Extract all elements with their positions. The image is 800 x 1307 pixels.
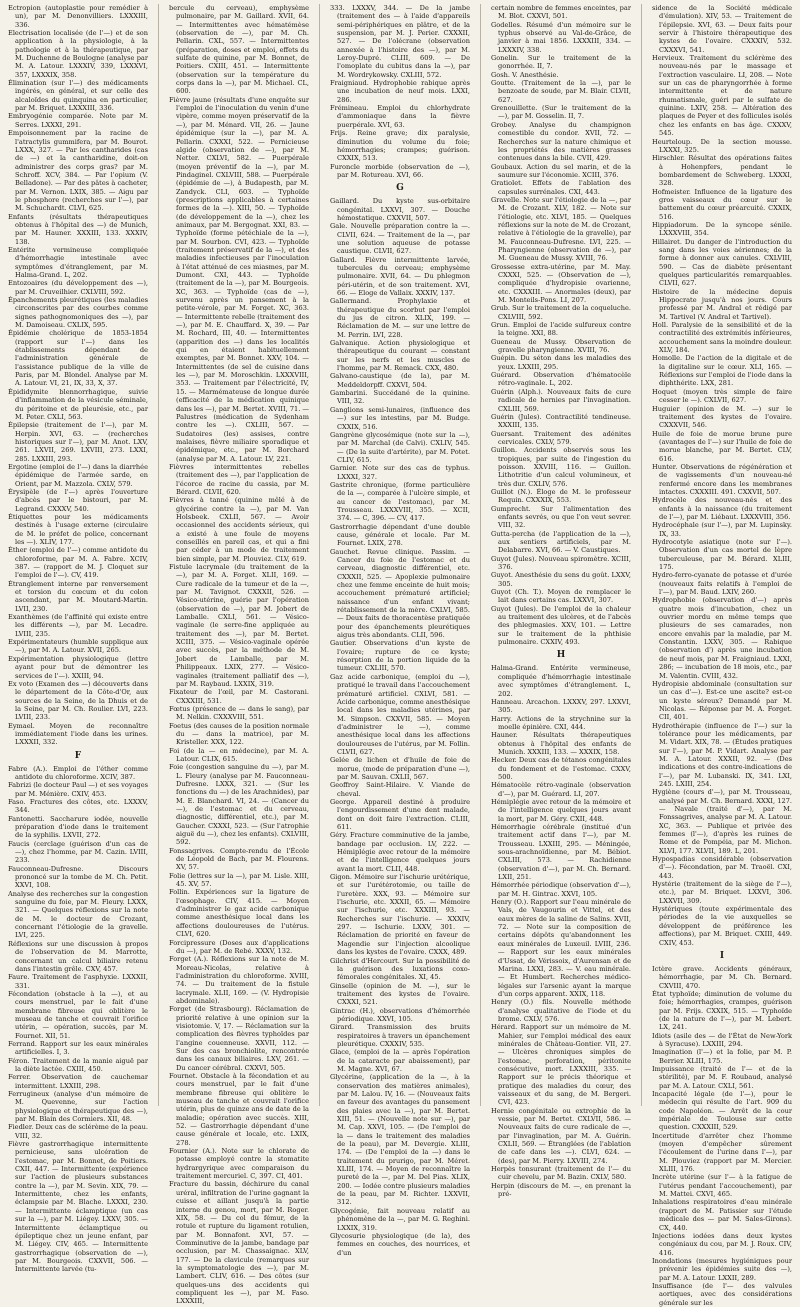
index-entry: Injections iodées dans deux kystes congéniaux du cou, par M. J. Roux. CIV, 416.: [652, 1231, 792, 1257]
index-entry: Gallermand. Prophylaxie et thérapeutique du scorbut par l'emploi du jus de citron. XLIX, 199. — Réclamation de M. — sur une lettre de M. Perrin. LVI, 228.: [330, 297, 470, 339]
index-entry: Étiquettes pour les médicaments destinés à l'usage externe (circulaire de M. le préfet de police, concernant les —). XLIV, 177.: [8, 512, 148, 546]
index-entry: Huguier (opinion de M. —) sur le traitement des kystes de l'ovaire. CXXXVII, 546.: [652, 404, 792, 430]
index-entry: Fécondation (obstacle à la —), et au cours menstruel, par le fait d'une membrane fibreuse qui oblitère le museau de tanche et couvrait l'orifice utérin, — opération, succès, par M. Fournet. XII, 51.: [8, 989, 148, 1040]
index-entry: Frémineau. Emploi du chlorhydrate d'ammoniaque dans la fièvre puerpérale. XVI, 63.: [330, 104, 470, 129]
index-entry: Furoncle morbide (observation de —), par M. Rotureau. XVI, 66.: [330, 162, 470, 179]
index-entry: Gigon. Mémoire sur l'ischurie urétérique, et sur l'urétérotomie, ou taille de l'uretère. XXX, 93. — Mémoire sur l'ischurie, etc. XXXII, 65. — Mémoire sur l'ischurie, etc. XXXIII, 93. — Recherches sur l'ischurie. — XXXIV, 297. — Ischurie. LXXV, 301. — Réclamation de priorité en faveur de Magendie sur l'injection alcoolique dans les kystes de l'ovaire. CXXX, 489.: [330, 873, 470, 957]
index-entry: Gambarini. Succédané de la quinine. VIII, 32.: [330, 389, 470, 406]
index-entry: Fabrizi (le docteur Paul —) et ses voyages par M. Ménière. CXIV, 453.: [8, 781, 148, 798]
column-5: [652, 4, 793, 1307]
index-entry: Guyot (Ch. T.). Moyen de remplacer le lait dans certains cas. LXXVI, 307.: [491, 588, 631, 605]
index-entry: Hémorrhagie cérébrale (institué d'un traitement actif dans l'—), par M. Trousseau. LXXIII, 295. — Méningée, sous-arachnoïdienne, par M. Bébiot. CXLIII, 573. — Rachidienne (observation d'—), par M. Ch. Bernard. LXII, 251.: [491, 823, 631, 882]
index-entry: Goubaux. Action du sel marin, et de la saumure sur l'économie. XCIII, 376.: [491, 162, 631, 179]
index-entry: Gangrène glycosémique (note sur la —), par M. Marchal (de Calvi). CXLIV, 545. — (De la suite d'artérite), par M. Potet. CLIV, 615.: [330, 430, 470, 464]
index-entry: Gilchrist d'Hercourt. Sur la possibilité de la guérison des luxations coxo-fémorales congénitales. XI, 45.: [330, 956, 470, 982]
index-entry: Glace, (emploi de la — après l'opération de la cataracte par abaissement), par M. Magne. XVI, 67.: [330, 1048, 470, 1073]
index-entry: Hydro-ferro-cyanate de potasse et d'urée (nouveaux faits relatifs à l'emploi de l'—), par M. Baud. LXIV, 260.: [652, 571, 792, 597]
index-entry: Hillairet. Du danger de l'introduction du sang dans les voies aériennes; de la forme à donner aux canules. CXLVIII, 590. — Cas de diabète présentant quelques particularités remarquables. CLVII, 627.: [652, 237, 792, 288]
index-entry: Gale. Nouvelle préparation contre la —. CLVII, 624. — Traitement de la —, par une solution aqueuse de potasse caustique. CLVII, 627.: [330, 222, 470, 256]
index-entry: Hygiène (cours d'—), par M. Trousseau, analysé par M. Ch. Bernard. XXXI, 127. — Navale (traité d'—), par M. Fonssagrives, analyse par M. A. Latour. XC, 363. — Publique et privée des femmes (l'—), d'après les ruines de Rome et de Pompéia, par M. Michon. XLVI, 177. XLVII, 189. L, 201.: [652, 788, 792, 855]
index-entry: Fixateur de l'œil, par M. Castorani. CXXXIII, 531.: [169, 688, 309, 705]
index-entry: Imagination (l'—) et la folie, par M. P. Berrier. XLIII, 175.: [652, 1048, 792, 1065]
index-entry: Gelée de lichen et d'huile de foie de morue, (mode de préparation d'une —), par M. Sauvan. CXLII, 567.: [330, 756, 470, 781]
index-entry: Electrisation localisée (de l'—) et de son application à la physiologie, à la pathologie et à la thérapeutique, par M. Duchenne de Boulogne (analyse par M. A. Latour. LXXXIV, 339, LXXXVI, 357, LXXXIX, 358.: [8, 29, 148, 79]
index-entry: Épididymite blennorrhagique, suivie d'inflammation de la vésicule séminale, du péritoine et de pleurésie, etc., par M. Peter. CXLI, 563.: [8, 387, 148, 421]
index-entry: Gaillard. Du kyste sus-orbitaire congénital. LXXVI, 307. — Douche hémostatique. CXXVII, 507.: [330, 197, 470, 222]
index-entry: Hoquet (moyen très simple de faire cesser le —). CXLVII, 627.: [652, 387, 792, 405]
index-entry: Goutte. (Traitement de la —), par le benzoate de soude, par M. Blair. CLVII, 627.: [491, 79, 631, 104]
index-entry: Hydrocotyle asiatique (note sur l'—). Observation d'un cas mortel de lèpre tuberculeuse, par M. Bérard. XLIII, 175.: [652, 538, 792, 572]
index-entry: Insuffisance (de l'— des valvules aortiques, avec des considérations générale sur les: [652, 1281, 792, 1307]
index-entry: Guyot. Anesthésie du sens du goût. LXXV, 305.: [491, 571, 631, 588]
index-entry: Ectropion (autoplastie pour remédier à un), par M. Denonvilliers. LXXXIII, 336.: [8, 4, 148, 29]
index-entry: Enfants (résultats thérapeutiques obtenus à l'hôpital des —) de Munich, par M. Hauner. XXXIII, 133. XXXIV, 138.: [8, 212, 148, 246]
index-entry: Heurteloup. De la section mousse. LXXXI, 325.: [652, 137, 792, 154]
index-entry: Ergotine (emploi de l'—) dans la diarrhée épidémique de l'armée sarde, en Orient, par M. Mazzola. CXLV, 579.: [8, 462, 148, 488]
index-entry: sidence de la Société médicale d'émulation). XIV, 53. — Traitement de l'épilepsie. XVI, 63. — Deux faits pour servir à l'histoire thérapeutique des kystes de l'ovaire. CXXXIV, 532. CXXXVI, 541.: [652, 4, 792, 54]
index-entry: Follin. Expériences sur la ligature de l'œsophage. CIV, 415. — Moyen d'administrer le gaz acide carbonique comme anesthésique local dans les affections douloureuses de l'utérus. CLVI, 620.: [169, 888, 309, 939]
index-entry: Galvanique. Action physiologique et thérapeutique du courant — constant sur les nerfs et les muscles de l'homme, par M. Remack. CXX, 480.: [330, 339, 470, 373]
index-entry: Godelles. Résumé d'un mémoire sur le typhus observé au Val-de-Grâce, de janvier à mai 1856. LXXXIII, 334. — LXXXIV, 338.: [491, 20, 631, 54]
index-entry: Fournier (A.). Note sur le chlorate de potasse employé contre la stomatite hydrargyrique avec comparaison du traitement mercuriel. C, 397. CI, 401.: [169, 1147, 309, 1181]
index-entry: Guersant. Traitement des adénites cervicales. CXLV, 579.: [491, 429, 631, 446]
index-entry: État typhoïde; diminution de volume du foie; hémorrhagies, crampes, guérison par M. Frijs. CXXIX, 515. — Typhoïde (de la nature de l'—), par M. Lebert. LX, 241.: [652, 989, 792, 1032]
index-entry: Ferrer. Observation de cauchemar intermittent. LXXIII, 298.: [8, 1073, 148, 1090]
column-rule: [641, 4, 642, 1106]
index-entry: Guyot (Jules). Nouveau spiromètre. XCIII, 376.: [491, 554, 631, 572]
index-entry: Guérard. Observation d'hématocèle rétro-vaginale. L, 202.: [491, 371, 631, 388]
index-entry: Hecker. Deux cas de tétanos congénitales du fondement et de l'estomac. CXXV, 500.: [491, 756, 631, 781]
index-entry: Grun. Emploi de l'acide sulfureux contre la teigne. XXI, 88.: [491, 321, 631, 338]
index-entry: Hauner. Résultats thérapeutiques obtenus à l'hôpital des enfants de Munich. XXXIII, 133. — XXXIX, 158.: [491, 731, 631, 756]
index-entry: Épanchements pleurétiques (les maladies circonscrites par des courbes comme signes pathognomoniques des —), par M. Damoiseau. CXLIX, 595.: [8, 296, 148, 330]
index-entry: Harry. Actions de la strychnine sur la moelle épinière. CXI, 444.: [491, 714, 631, 731]
index-entry: Forget (de Strasbourg). Réclamation de priorité relative à une opinion sur la visiotomie. V, 17. — Réclamation sur la complication des fièvres typhoïdes par l'angine couenneuse. XXVII, 112. — Sur des cas bronchiolite, rencontrée dans les canaux biliaires. LXV, 261. — Du cancer cérébral. CXXVI, 505.: [169, 1005, 309, 1072]
section-letter-heading: I: [719, 950, 725, 961]
index-entry: Grossesse extra-utérine, par M. May. CXXXI, 525. — (Observation de —), compliquée d'hydropisie ovarienne, etc. CXXXIII. — Anormales (deux), par M. Monteils-Pons. LI, 207.: [491, 262, 631, 305]
index-entry: Ictère grave. Accidents généraux, hémorrhagie, par M. Ch. Bernard. CXVIII, 470.: [652, 964, 792, 990]
index-entry: Impuissance (traité de l'— et de la stérilité), par M. F. Roubaud, analysé par M. A. Latour. CXLI, 561.: [652, 1064, 792, 1090]
index-entry: Gratiolet. Effets de l'ablation des capsules surrénales. CXI, 443.: [491, 179, 631, 196]
index-entry: Gastrite chronique, (forme particulière de la —, comparée à l'ulcère simple, et au cancer de l'estomac), par M. Trousseau. LXXXVIII, 355. — XCII, 374. — C, 396. — CV, 417.: [330, 480, 470, 523]
index-entry: Henry (O.) fils. Nouvelle méthode d'analyse qualitative de l'iode et du brome. CXLV, 576.: [491, 998, 631, 1023]
index-entry: Hydrocèle des nouveau-nés et des enfants à la naissance (du traitement de l'—), par M. Liébaut. LXXXVIII, 356.: [652, 496, 792, 521]
column-3: [330, 4, 470, 1257]
index-entry: Gintrac (H.), observations d'hémorrhée périodique. XXVI, 105.: [330, 1006, 470, 1023]
index-entry: Épilepsie (traitement de l'—), par M. Herpin. XVI, 63. — (recherches historiques sur l'—), par M. Anot. LXV, 261. LXVII, 269. LXVIII, 273. LXXI, 285. LXXIII, 293.: [8, 421, 148, 463]
index-entry: Idiots (asile des — de l'État de New-York à Syracuse). LXXIII, 294.: [652, 1031, 792, 1048]
index-entry: Folie (lettres sur la —), par M. Lisle. XIII, 45. XV, 57.: [169, 871, 309, 889]
index-entry: Incapacité légale (de l'—), pour le médecin qui résulte de l'art. 909 du code Napoléon. — Arrêt de la cour impériale de Toulouse sur cette question. CXXXIII, 529.: [652, 1090, 792, 1132]
index-entry: Entozoaires (du développement des —), par M. Cruveilhier. CXLVIII, 592.: [8, 279, 148, 296]
column-1: [8, 4, 148, 1274]
index-entry: Embryogénie comparée. Note par M. Serres. LXXXI, 291.: [8, 112, 148, 129]
index-entry: Hydropisie abdominale (consultation sur un cas d'—). Est-ce une ascite? est-ce un kyste séreux? Demandé par M. Nicolas. — Réponse par M. A. Forget. CII, 401.: [652, 679, 792, 722]
index-entry: Érysipèle (de l'—) après l'ouverture d'abcès par le bistouri, par M. Legrand. CXXXV, 540.: [8, 487, 148, 513]
index-entry: Ganglions semi-lunaires, (influence des —) sur les intestins, par M. Budge. CXXIX, 516.: [330, 405, 470, 431]
index-entry: Hanneau. Arcachon. LXXXV, 297. LXXVI, 305.: [491, 697, 631, 715]
index-entry: Fracture du bassin, déchirure du canal uréral, infiltration de l'urine gagnant la cuisse et aillant jusqu'à la partie interne du genou, mort, par M. Roger. XIX, 58. — Du col du fémur, de la rotule et rupture du ligament rotulien, par M. Bonnafont. XVI, 57. — Comminutive de la jambe, bandage par occlusion, par M. Chassaignac. XLV, 177. — De la clavicule (remarques sur la symptomatologie des —), par M. Lambert. CLIV, 616. — Des côtes (sur quelques-uns des accidents qui compliquent les —), par M. Faso. LXXXIII,: [169, 1180, 309, 1306]
index-entry: Gueneau de Mussy. Observation de gravelle pharyngienne. XVIII, 76.: [491, 337, 631, 355]
index-entry: Foi (de la — en médecine), par M. A. Latour. CLIX, 615.: [169, 746, 309, 763]
index-entry: Glycosurie physiologique (de la), des femmes en couches, des nourrices, et d'un: [330, 1231, 470, 1257]
index-entry: 333. LXXXV, 344. — De la jambe (traitement des — à l'aide d'appareils semi-périphériques en plâtre, et de la suspension, par M. J. Perier. CXXXII, 527. — De l'olécrane (observation annexée à l'histoire des —), par M. Leroy-Dupré. CLIII, 609. — De l'omoplate du cubitus dans la —), par M. Wordrykowsky. CXLIII, 572.: [330, 4, 470, 79]
index-entry: Étranglement interne par renversement et torsion du cœcum et du colon ascendant, par M. Moutard-Martin. LVII, 230.: [8, 579, 148, 613]
index-entry: George. Appareil destiné à produire l'engourdissement d'une dent malade, dont on doit faire l'extraction. CLIII, 611.: [330, 797, 470, 831]
index-entry: Entérite vermineuse compliquée d'hémorrhagie intestinale avec symptômes d'étranglement, par M. Halma-Grand. L, 202.: [8, 245, 148, 279]
index-entry: Forcipressure (Doses aux d'applications du —), par M. de Rebé. XXXV, 132.: [169, 938, 309, 955]
index-entry: Ex voto (Examen des —) découverts dans le département de la Côte-d'Or, aux sources de la Seine, de la Dhuis et de la Seine, par M. Ch. Roulier. LVI, 223. LVIII, 233.: [8, 679, 148, 722]
index-entry: Hématocèle rétro-vaginale (observation d'—), par M. Guérard. LI, 207.: [491, 781, 631, 798]
column-4: [491, 4, 631, 1199]
index-entry: Hydrothérapie (influence de l'—) sur la tolérance pour les médicaments, par M. Vidart. XIX, 78. — (Études pratiques sur l'—), par M. P. Vidart. Analyse par M. A. Latour. XXXII, 92. — (Des indications et des contre-indications de l'—), par M. Lubanski. IX, 341. LXI, 245. LXIII, 254.: [652, 721, 793, 788]
index-entry: Faucis (cerclage (guérison d'un cas de —), chez l'homme, par M. Cazin. LVIII, 233.: [8, 839, 148, 865]
index-entry: Frijs. Reine grave; dix paralysie, diminution du volume du foie; hémorrhagies; crampes; guérison. CXXIX, 513.: [330, 129, 470, 163]
index-entry: Gauchet. Revue clinique. Passim. — Cancer du foie de l'estomac et du cerveau, diagnostic différentiel, etc. CXXXII, 525. — Apoplexie pulmonaire chez une femme enceinte de huit mois; accouchement prématuré artificiel; naissance d'un enfant vivant; rétablissement de la mère. CXLVI, 585. — Deux faits de thoracentèse pratiquée pour des épanchements pleurétiques aigus très abondants. CLII, 596.: [330, 547, 470, 640]
index-entry: Hunter. Observations de régénération et de vagissements d'un nouveau-né renfermé encore dans les membranes intactes. CXXXIII. 491. CXXVII, 507.: [652, 462, 792, 496]
index-entry: Hofmeister. Influence de la ligature des gros vaisseaux du cœur sur le battement du cœur préarcuité. CXXIX, 516.: [652, 187, 792, 221]
index-entry: Guyot (Jules). De l'emploi de la chaleur au traitement des ulcères, et de l'abcès des phlegmasies. XXV, 101. — Lettre sur le traitement de la phthisie pulmonaire. CXXIV, 493.: [491, 604, 631, 647]
index-entry: Élimination (sur l'—) des médicaments ingérés, en général, et sur celle des alcaloïdes du quinquina en particulier, par M. Briquet. LXXXIII, 336.: [8, 79, 148, 113]
index-entry: bercule du cerveau), emphysème pulmonaire, par M. Gaillard. XVII, 64. — Intermittentes avec hématémèse (observation de —), par M. Ch. Pellarin. CXL, 557. — Intermittentes (préparation, doses et emploi, effets du sulfate de quinine, par M. Bonnet, de Poitiers. CXIII, 451. — Intermittente (observation sur la température du corps dans la —), par M. Michael. CL, 600.: [169, 4, 309, 96]
column-rule: [480, 4, 481, 1106]
index-entry: Garnier. Note sur des cas de typhus. LXXXI, 327.: [330, 464, 470, 481]
index-entry: Fournet. Obstacle à la fécondation et au cours menstruel, par le fait d'une membrane fibreuse qui oblitère le museau de tanche et couvrait l'orifice utérin, plus de quinze ans de date de la maladie; opération avec succès. XIII, 52. — Gastrorrhagie dépendant d'une cause générale et locale, etc. LXIX, 278.: [169, 1072, 309, 1147]
index-entry: Herpès tonsurant (traitement de l'— du cuir chevelu, par M. Bazin. CXLV, 580.: [491, 1165, 631, 1182]
index-entry: Halma-Grand. Entérite vermineuse, compliquée d'hémorrhagie intestinale avec symptômes d'étranglement. L, 202.: [491, 664, 631, 698]
index-entry: Hérard. Rapport sur un mémoire de M. Mahier, sur l'emploi médical des eaux minérales de Château-Gontier. VII, 27. — Ulcères chroniques simples de l'estomac, perforation, péritonite consécutive, mort. LXXXIII, 335. — Rapport sur le précis théorique et pratique des maladies du cœur, des vaisseaux et du sang, de M. Bergeri. CVI, 423.: [491, 1023, 631, 1107]
index-entry: Fonssagrives. Compte-rendu de l'École de Léopold de Bach, par M. Flourens. XV, 57.: [169, 846, 309, 872]
index-entry: Grobey. Analyse du champignon comestible du condor. XVII, 72. — Recherches sur la nature chimique et les propriétés des matières grasses contenues dans la bile. CVII, 429.: [491, 120, 631, 163]
index-entry: Fièvre gastrorrhagique intermittente pernicieuse, sans ulcération de l'estomac, par M. Bonnet, de Poitiers. CXII, 447. — Intermittente (expérience sur l'action de plusieurs substances contre la —), par M. Sevin. XIX, 79. — Intermittente, chez les enfants, éclampsie par M. Blache. LXXXI, 230. — Intermittente éclamptique (un cas sur la —), par M. Liégey. LXXV, 305. — Intermittente éclamptique ou épileptique chez un jeune enfant, par M. Liégey. CIV, 465. — Intermittente gastrorrhagique (observation de —), par M. Bourgeois. CXXVII, 506. — Intermittente larvée (tu-: [8, 1140, 148, 1274]
column-rule: [158, 4, 159, 1106]
index-entry: Eymael. Moyen de reconnaître immédiatement l'iode dans les urines. LXXXII, 332.: [8, 721, 148, 747]
index-entry: Ferrand. Rapport sur les eaux minérales artificielles. I, 3.: [8, 1039, 148, 1057]
index-entry: Ginselle (opinion de M. —), sur le traitement des kystes de l'ovaire. CXXXI, 521.: [330, 981, 470, 1007]
index-entry: Gonelin. Sur le traitement de la gonorrhée. II, 7.: [491, 54, 631, 71]
index-entry: Guépin. Du séton dans les maladies des yeux. LXXIII, 295.: [491, 354, 631, 371]
index-entry: Galvano-caustique (de la), par M. Meddeldorpff. CXXVI, 504.: [330, 372, 470, 389]
index-entry: Hypospadias considérable (observation d'—). Fécondation, par M. Traoël. CXI, 443.: [652, 855, 792, 880]
index-entry: Gumprecht. Sur l'alimentation des enfants sevrés, ou que l'on veut sevrer. VIII, 32.: [491, 504, 631, 530]
index-entry: Éther (emploi de l'—) comme antidote du chloroforme, par M. A. Fabre. XCIV, 387. — (rapport de M. J. Cloquet sur l'emploi de l'—). CV, 419.: [8, 546, 148, 580]
column-rule: [319, 4, 320, 1106]
index-entry: Hernie congénitale ou extrophie de la vessie, par M. Bertet. CXLVII, 586. — Nouveaux faits de cure radicale de —, par l'invagination, par M. A. Guérin. CXLII, 569. — Étranglées (de l'ablation de cafe dans les —). CLVI, 624. — (des), par M. Pierry. LXVIII, 274.: [491, 1106, 631, 1165]
index-entry: Faso. Fractures des côtes, etc. LXXXV, 344.: [8, 797, 148, 815]
index-entry: Fièvres intermittentes rebelles (traitement des —), par l'application de l'écorce de racine du cassia, par M. Bérard. CLVII, 620.: [169, 462, 309, 496]
index-entry: Fistule lacrymale (du traitement de la —), par M. A. Forget. XLII, 169. — Cure radicale de la tumeur et de la —, par M. Tavignot. CXXXII, 526. — Vésico-utérine, guérie par l'opération (observation de —), par M. Jobert de Lamballe. CXLI, 561. — Vésico-vaginale (le serre-fine appliquée au traitement des —), par M. Bertet. XCIII, 375. — Vésico-vaginale opérée avec succès, par la méthode de M. Jobert de Lamballe, par M. Philippeaux. LXIX, 277. — Vésico-vaginales (traitement palliatif des —), par M. Raybaud. LXXIX, 319.: [169, 563, 309, 688]
index-entry: Fabre (A.). Emploi de l'éther comme antidote du chloroforme. XCIV, 387.: [8, 764, 148, 781]
index-entry: Geoffroy Saint-Hilaire. V. Viande de cheval.: [330, 781, 470, 798]
index-entry: Fauconneau-Dufresne. Discours prononcé sur la tombe de M. Ch. Petit. XXVI, 108.: [8, 864, 148, 890]
index-entry: Gravelle. Note sur l'étiologie de la —, par M. de Crozant. XLV, 182. — Note sur l'étiologie, etc. XLVI, 185. — Quelques réflexions sur la note de M. de Crozant, relative à l'étiologie de la gravelle), par M. Fauconneau-Dufresne. LVI, 225. — Pharyngienne (observation de —), par M. Gueneau de Mussy. XVIII, 76.: [491, 195, 631, 263]
index-entry: Analyse des recherches sur la congestion sanguine du foie, par M. Fleury. LXXX, 321. — Quelques réflexions sur la note de M. le docteur de Crozant, concernant l'étiologie de la gravelle. LVI, 225.: [8, 889, 148, 940]
index-entry: Expérimentateurs (humble supplique aux —), par M. A. Latour. XVII, 265.: [8, 638, 148, 655]
index-entry: Expérimentation physiologique (lettre ayant pour but de démontrer les services de l'—). XXIII, 94.: [8, 654, 148, 680]
index-entry: Herpin (discours de M. —, en prenant la pré-: [491, 1181, 631, 1199]
index-entry: Hystériques (toute expérimentale des périodes de la vie auxquelles se développent de préférence les affections), par M. Briquet. CXIII, 449. CXIV, 453.: [652, 905, 792, 947]
index-entry: Hydrophobie (observation d'—) après quatre mois d'incubation, chez un ouvrier mordu en même temps que plusieurs de ses camarades, non encore envahis par la maladie, par M. Constantin. LXXV, 305. — Rabique (observation d') après une incubation de neuf mois, par M. Fraigniaud. LXXI, 286; — incubation de 18 mois, etc., par M. Valentin. CVIII, 432.: [652, 596, 792, 680]
index-entry: Gaz acide carbonique, (emploi du —), pratiqué le travail dans l'accouchement prématuré artificiel. CXLVI, 581. — Acide carbonique, comme anesthésique local dans les maladies utérines, par M. Simpson. CXXVII, 585. — Moyen d'administrer le —), comme anesthésique local dans les affections douloureuses de l'utérus, par M. Follin. CLVII, 627.: [330, 672, 470, 756]
index-entry: Holl. Paralysie de la sensibilité et de la contractilité des extrémités inférieures, accouchement sans la moindre douleur. XLV, 184.: [652, 321, 792, 355]
index-entry: Homolle. De l'action de la digitale et de la digitaline sur le cœur. XLI, 165. — Réflexions sur l'emploi de l'iode dans la diphthérite. LXX, 281.: [652, 354, 792, 388]
index-entry: Hémorrhée périodique (observation d'—), par M. H. Gintrac. XXVI, 105.: [491, 881, 631, 898]
index-entry: Inhalations respiratoires d'eau minérale (rapport de M. Patissier sur l'étude médicale des — par M. Sales-Girons). CX, 440.: [652, 1198, 792, 1232]
section-letter-heading: F: [74, 750, 82, 761]
index-entry: Guillon. Accidents observés sous les tropiques, par suite de l'ingestion du poisson. XXVIII, 116. — Guillon. Lithotritie d'un calcul volumineux, et très dur. CXLIV, 576.: [491, 446, 631, 488]
index-entry: Inondations (mesures hygiéniques pour prévenir les épidémies suite des —), par M. A. Latour. LXXII, 289.: [652, 1256, 792, 1282]
section-letter-heading: H: [556, 650, 566, 661]
index-entry: Henry (O.). Rapport sur l'eau minérale de Vals, de Vaugourin et Vittel, et des eaux mères de la saline de Salins. XVII, 72. — Note sur la composition de certains dépôts qu'abandonnent les eaux minérales de Luxeuil. LVIII, 236. — Rapport sur les eaux minérales d'Ussat, de Vérissoix, d'Aurensan et de Marina. LXXI, 283. — V. eau minérale. — Et Humbert. Recherches médico-légales sur l'arsenic ayant la marque d'un corps apparent. XXIX, 118.: [491, 898, 631, 998]
index-entry: Guérin (Jules). Contractilité tendineuse. XXXIII, 135.: [491, 412, 631, 430]
index-entry: Hystérie (traitement de la siège de l'—), etc.), par M. Briquet. LXXVI, 306. LXXVII, 309.: [652, 880, 792, 905]
index-entry: Forget (A.). Réflexions sur la note de M. Moreau-Nicolas, relative à l'administration du chloroforme. XVIII, 74. — Du traitement de la fistule lacrymale. XLII, 169. — (V. Hydropisie abdominale).: [169, 955, 309, 1005]
section-letter-heading: G: [396, 183, 404, 194]
index-entry: Hippiadorum. De la syncope sénile. LXXXVIII, 354.: [652, 220, 792, 238]
index-entry: Grub. Sur le traitement de la coqueluche. CXLVIII, 592.: [491, 304, 631, 321]
index-entry: certain nombre de femmes enceintes, par M. Blot. CXXVI, 501.: [491, 4, 631, 21]
index-entry: Glycérine, (application de la —, à la conservation des matières animales), par M. Lalou. IV, 16. — (Nouveaux faits en faveur des avantages du pansement des plaies avec la —), par M. Bertet. XIII, 51. — (Nouvelle note sur —), par M. Cap. XXVI, 105. — (De l'emploi de la — dans le traitement des maladies de la peau), par M. Devergie. XLIII, 174. — (De l'emploi de la —) dans le traitement du prurigo, par M. Méret. XLIII, 174. — Moyen de reconnaître la pureté de la —, par M. Del Pias. XLIX, 200. — Iodée contre plusieurs maladies de la peau, par M. Richter. LXXVII, 312.: [330, 1073, 470, 1207]
index-entry: Fièvres à tanné (quinine mêlé à de glycérine contre la —), par M. Van Holsbeek. CXLII, 567. — Avoir occasionnel des accidents sérieux, qui a existé à une foule de moyens conseillés en pareil cas, et qui a fini par céder à un mode de traitement bien simple, par M. Plouviez. CLV, 619.: [169, 496, 309, 563]
index-entry: Gautier. Observations d'un kyste de l'ovaire; rupture de ce kyste; résorption de la portion liquide de la tumeur. CXLIII, 570.: [330, 639, 470, 673]
index-entry: Huile de foie de morue brune pure (avantages de l'—) sur l'huile de foie de morue blanche, par M. Bertet. CLV, 616.: [652, 429, 792, 463]
index-entry: Hirschler. Résultat des opérations faites à Hohenpfers, pendant le bombardement de Schweberg. LXXXI, 328.: [652, 154, 792, 188]
index-entry: Gastrorrhagie dépendant d'une double cause, générale et locale. Par M. Fournet. LXIX, 278.: [330, 522, 470, 548]
index-entry: Exanthèmes (de l'affinité qui existe entre les différents —), par M. Lecadre. LVIII, 235.: [8, 613, 148, 638]
index-entry: Gosh. V. Anesthésie.: [491, 70, 559, 79]
index-entry: Hémiplégie avec retour de la mémoire et de l'intelligence quelques jours avant la mort, par M. Géry. CXII, 448.: [491, 797, 631, 823]
index-entry: Foetus (des causes de la position normale du — dans la matrice), par M. Kristeller. XXX, 122.: [169, 721, 309, 747]
index-entry: Hervieux. Traitement du sclérème des nouveau-nés par le massage et l'extraction vasculaire. LI, 208. — Note sur un cas de pharyngorrhée à forme intermittente et de nature rhumatismale, guéri par le sulfate de quinine. LXIV, 258. — Altération des plaques de Peyer et des follicules isolés chez les enfants en bas âge. CXXXV, 545.: [652, 54, 792, 138]
index-entry: Géry. Fracture comminutive de la jambe, bandage par occlusion. LV, 222. — Hémiplégie avec retour de la mémoire et de l'intelligence quelques jours avant la mort. CLII, 448.: [330, 831, 470, 873]
index-entry: Réflexions sur une discussion à propos de l'observation de M. Marrotte, concernant un calcul biliaire retenu dans l'intestin grêle. CXV, 457.: [8, 939, 148, 973]
index-entry: Glycogénie, fait nouveau relatif au phénomène de la —, par M. G. Reghini. LXXIX, 319.: [330, 1206, 470, 1232]
index-entry: Ferrugineux (analyse d'un mémoire de M. Quevenne, sur l'action physiologique et thérapeutique des —), par M. Blain des Cormiers. XII, 48.: [8, 1090, 148, 1124]
index-entry: Fiedler. Deux cas de sclérème de la peau. VIII, 32.: [8, 1123, 148, 1140]
index-entry: Histoire de la médecine depuis Hippocrate jusqu'à nos jours. Cours professé par M. Andral et rédigé par M. Tartivel (V. Andral et Tartivel).: [652, 287, 792, 321]
index-entry: Gutta-percha (de l'application de la —), aux sentiers artificiels, par M. Delabarre. XVI, 66. — V. Caustiques.: [491, 529, 631, 555]
index-entry: Hydrocéphale (sur l'—), par M. Lupinsky. IX, 33.: [652, 521, 792, 538]
index-entry: Grenouillette. (Sur le traitement de la —), par M. Gosselin. II, 7.: [491, 104, 631, 121]
index-entry: Épidémie cholérique de 1853-1854 (rapport sur l'—) dans les établissements dépendant de l'administration générale de l'assistance publique de la ville de Paris, par M. Blondel. Analyse par M. A. Latour. VI, 21, IX, 33, X, 37.: [8, 329, 148, 388]
index-entry: Guérin (Alph.). Nouveaux faits de cure radicale de hernies par l'invagination. CXLIII, 569.: [491, 387, 631, 413]
index-entry: Foie (congestion sanguine du —), par M. L. Fleury (analyse par M. Fauconneau-Dufresne. LXXX, 321. — (Sur les fonctions du —) de les Arachnides), par M. E. Blanchard. VI, 24. — (Cancer du —), de l'estomac et du cerveau, diagnostic, différentiel, etc.), par M. Gaucher. CXXXI, 523. — (Sur l'atrophie aiguë du —), chez les enfants). CXLVIII, 592.: [169, 763, 309, 847]
index-entry: Incrète utérine (sur l'— à la fatigue de l'utérus pendant l'accouchement), par M. Mattei. CXVI, 465.: [652, 1173, 792, 1199]
index-entry: Empoisonnement par la racine de l'atractylis gummifera, par M. Bourot. LXXX, 327. — Par les cantharides (cas de —) et la cantharidine, doit-on administrer des corps gras? par M. Schroff. XCV, 384. — Par l'opium (V. Belladone). — Par des pâtes à cacheter, par M. Vernon. LXIX, 385. — Aigu par le phosphore (recherches sur l'—), par M. Schuchardt. CLVI, 625.: [8, 129, 148, 213]
index-entry: Incertitude d'arrêter chez l'homme (moyen d'empêcher sûrement l'écoulement de l'urine dans l'—), par M. Plouviez (rapport par M. Mercier. XLIII, 176.: [652, 1131, 792, 1174]
index-entry: Fœtus (présence de — dans le sang), par M. Nelkin. CXXXVIII, 551.: [169, 704, 309, 722]
index-entry: Féron. Traitement de la manie aiguë par la diète lactée. CXIII, 450.: [8, 1056, 148, 1073]
index-entry: Gallard. Fièvre intermittente larvée, tubercules du cerveau; emphysème pulmonaire. XVII, 64. — Du phlegmon péri-utérin, et de son traitement. XVI, 66. — Eloge de Vallaix. XXXIV, 137.: [330, 255, 470, 297]
index-entry: Fantonetti. Saccharure iodée, nouvelle préparation d'iode dans le traitement de la syphilis. LXVII, 272.: [8, 814, 148, 840]
index-entry: Fraigniaud. Hydrophobie rabique après une incubation de neuf mois. LXXI, 286.: [330, 79, 470, 104]
index-entry: Fièvre jaune (résultats d'une enquête sur l'emploi de l'inoculation du venin d'une vipère, comme moyen préservatif de la —), par M. Ménard. VII, 26. — Jaune épidémique (sur la —), par M. A. Pellarin. CXXXI, 522. — Pernicieuse algide (observation de —), par M. Netter. CXLVI, 582. — Puerpérale (moyen préventif de la —), par M. Pindaginel. CXLVIII, 588. — Puerpérale (épidémie de —), à Budapesth, par M. Zandyck. CLI, 603. — Typhoïde (prescriptions applicables à certaines formes de la —). XIII, 50. — Typhoïde (de développement de la —), chez les animaux, par M. Bergognat. XXI, 83. — Typhoïde (forme pétéchiale de la —), par M. Sourbon. CVI, 423. — Typhoïde (traitement préservatif de la —), et des maladies infectieuses par l'inoculation à l'état atténué de ces miasmes, par M. Dumont. CXI, 443. — Typhoïde (traitement de la —), par M. Bourgeois. XC, 363. — Typhoïde (cas de —), survenu après un pansement à la petite-vérole, par M. Forget. XC, 363. — Intermittente rebelle (traitement des —), par M. E. Chauffard. X, 39. — Par M. Rochard, III, 40. — Intermittentes (apparition des —) dans les localités qui en étaient habituellement exemptes, par M. Bonnet. XXV, 104. — Intermittentes (de sel de cuisine dans les —), par M. Moroschkin. LXXXVIII, 353. — Traitement par l'électricité, IV, 15. — Marmémateuse de longue durée (efficacité de la médication quinique dans les —), par M. Bertet. XVIII, 71. — Palustres (médication de Sydenham contre les —). CXLIII, 567. — Sudatoires (les) assises, contre malaises, fièvre miliaire sporadique et épidémique, etc., par M. Borchard (analyse par M. A. Latour. LV, 221.: [169, 95, 310, 463]
index-entry: Girard. Transmission des bruits respiratoires à travers un épanchement pleurétique. CXXXIV, 535.: [330, 1023, 470, 1048]
index-entry: Faure. Traitement de l'asphyxie. LXXXII, 331.: [8, 973, 148, 990]
index-entry: Guillot (N.). Éloge de M. le professeur Requin. CXXXIX, 553.: [491, 487, 631, 505]
column-2: [169, 4, 310, 1306]
